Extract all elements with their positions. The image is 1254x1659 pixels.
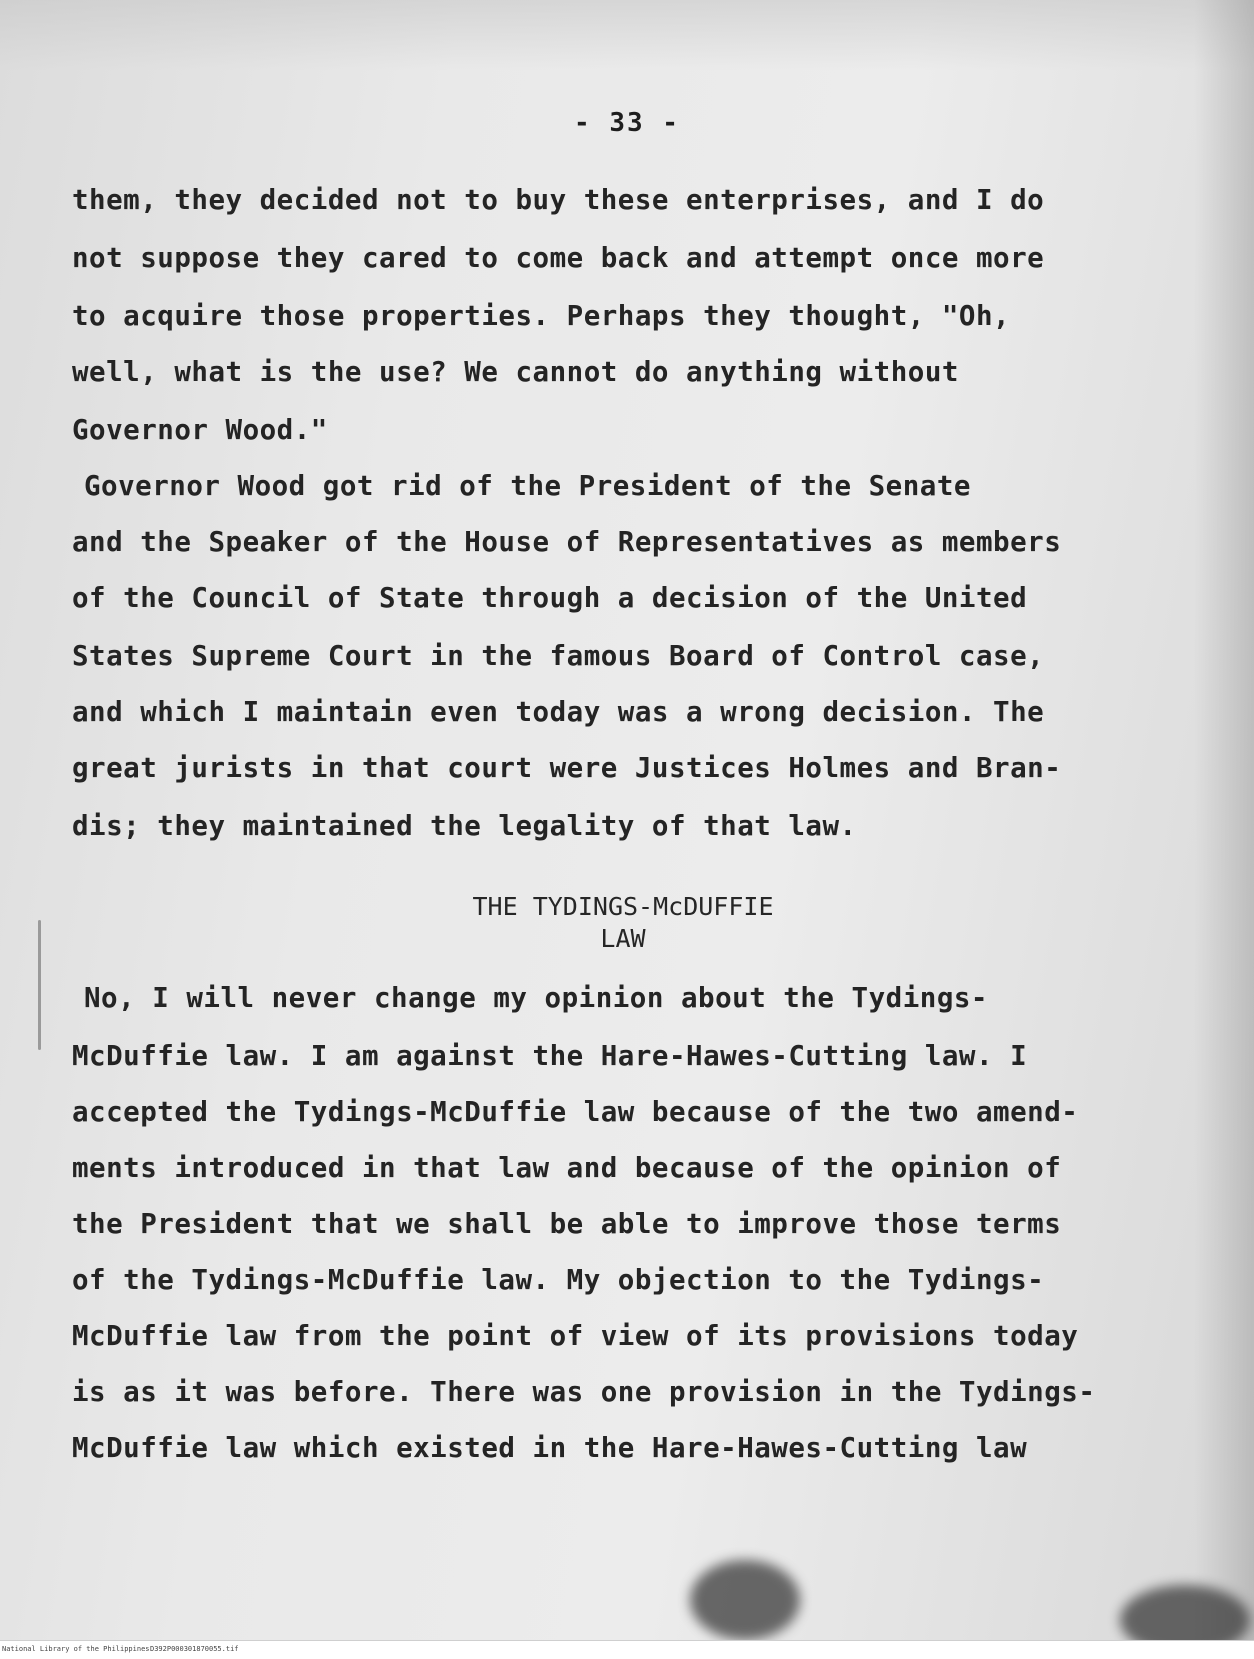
page-number: - 33 - [574, 108, 680, 138]
text-line: is as it was before. There was one provision in the Tydings- [72, 1376, 1096, 1408]
footer-library-label: National Library of the Philippines [2, 1645, 150, 1653]
text-line: to acquire those properties. Perhaps they thought, "Oh, [72, 300, 1011, 332]
text-line: No, I will never change my opinion about the Tydings- [84, 982, 988, 1014]
text-line: well, what is the use? We cannot do anything without [72, 356, 959, 388]
text-line: McDuffie law. I am against the Hare-Hawes-Cutting law. I [72, 1040, 1028, 1072]
scan-shadow-right [1194, 0, 1254, 1640]
ink-smudge [690, 1560, 800, 1640]
text-line: them, they decided not to buy these enterprises, and I do [72, 184, 1045, 216]
text-line: ments introduced in that law and because of the opinion of [72, 1152, 1062, 1184]
text-line: and the Speaker of the House of Representatives as members [72, 526, 1062, 558]
text-line: McDuffie law from the point of view of its provisions today [72, 1320, 1079, 1352]
text-line: great jurists in that court were Justices Holmes and Bran- [72, 752, 1062, 784]
text-line: dis; they maintained the legality of that law. [72, 810, 857, 842]
footer-file-label: D392P000301870055.tif [150, 1645, 239, 1653]
section-heading-line1: THE TYDINGS-McDUFFIE [472, 892, 774, 921]
text-line: accepted the Tydings-McDuffie law because of the two amend- [72, 1096, 1079, 1128]
text-line: McDuffie law which existed in the Hare-Hawes-Cutting law [72, 1432, 1028, 1464]
section-heading-line2: LAW [600, 924, 646, 953]
text-line: the President that we shall be able to improve those terms [72, 1208, 1062, 1240]
text-line: and which I maintain even today was a wrong decision. The [72, 696, 1045, 728]
text-line: of the Tydings-McDuffie law. My objection to the Tydings- [72, 1264, 1045, 1296]
text-line: of the Council of State through a decision of the United [72, 582, 1028, 614]
text-line: Governor Wood got rid of the President of the Senate [84, 470, 971, 502]
scan-shadow-top [0, 0, 1254, 70]
text-line: not suppose they cared to come back and attempt once more [72, 242, 1045, 274]
text-line: States Supreme Court in the famous Board of Control case, [72, 640, 1045, 672]
text-line: Governor Wood." [72, 414, 328, 446]
